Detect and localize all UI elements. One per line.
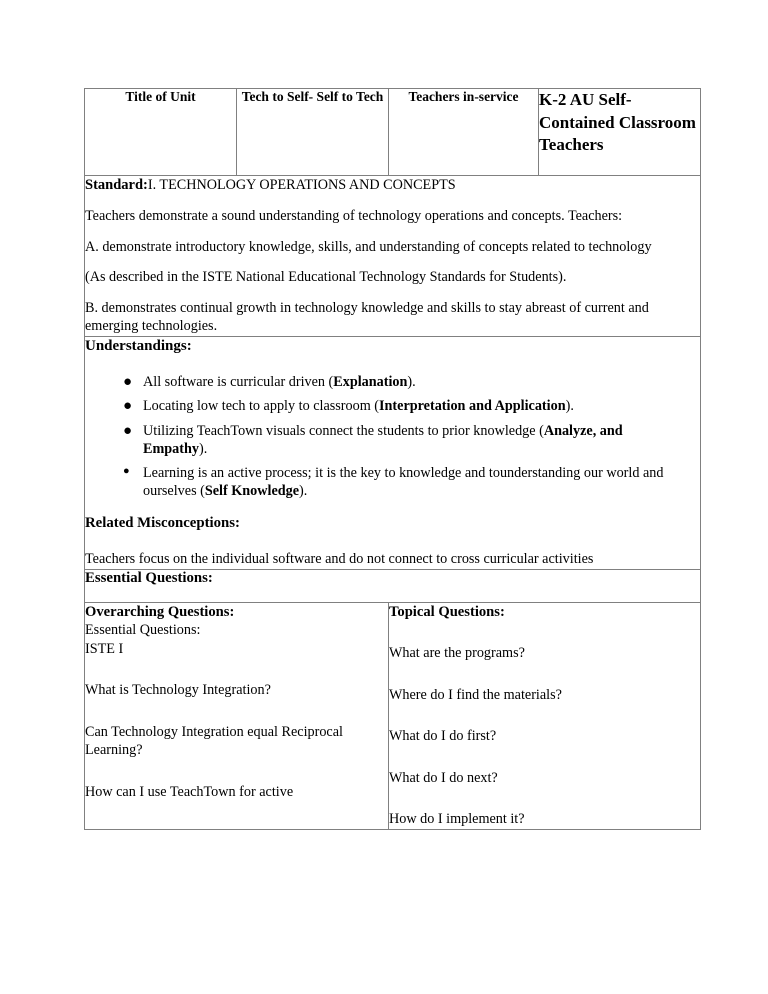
bullet-text-post: ).	[407, 374, 416, 391]
standard-heading-rest: I. TECHNOLOGY OPERATIONS AND CONCEPTS	[147, 177, 456, 193]
standard-heading-line	[85, 176, 700, 195]
header-cell-title-of-unit	[85, 89, 237, 176]
bullet-icon: ●	[123, 398, 133, 415]
topical-question-line: What do I do next?	[389, 769, 498, 786]
overarching-question-line: Can Technology Integration equal Reciprocal Learning?	[85, 723, 343, 759]
misconceptions-title: Related Misconceptions:	[85, 515, 240, 532]
bullet-text-bold: Interpretation and Application	[379, 398, 566, 415]
standard-label: Standard:	[85, 177, 148, 193]
header-label: Title of Unit	[125, 89, 196, 104]
standard-cell	[85, 176, 701, 337]
bullet-text-bold: Self Knowledge	[204, 483, 300, 500]
overarching-question-line: What is Technology Integration?	[85, 682, 271, 699]
bullet-text-bold: Explanation	[333, 374, 408, 391]
topical-question-line: What are the programs?	[389, 645, 525, 662]
misconceptions-text: Teachers focus on the individual software and do not connect to cross curricular activities	[85, 550, 594, 567]
topical-questions-title: Topical Questions:	[389, 603, 505, 620]
header-cell-unit-name	[237, 89, 389, 176]
essential-questions-row	[85, 569, 701, 602]
bullet-icon: ●	[123, 464, 130, 477]
essential-questions-title: Essential Questions:	[85, 569, 213, 586]
overarching-questions-cell	[85, 602, 389, 829]
overarching-question-line: Essential Questions:	[85, 622, 201, 639]
standard-paragraph: Teachers demonstrate a sound understanding of technology operations and concepts. Teachers:	[85, 207, 623, 224]
standard-paragraph: (As described in the ISTE National Educational Technology Standards for Students).	[85, 269, 567, 286]
bullet-text-pre: Learning is an active process; it is the key to knowledge and tounderstanding our world and ourselves (	[143, 464, 664, 500]
header-cell-audience-detail	[539, 89, 701, 176]
bullet-text-post: ).	[198, 440, 208, 457]
understandings-title: Understandings:	[85, 337, 192, 354]
overarching-question-line: How can I use TeachTown for active	[85, 783, 294, 800]
bullet-text-post: ).	[565, 398, 574, 415]
bullet-text-pre: All software is curricular driven (	[143, 374, 334, 391]
understandings-cell	[85, 336, 701, 569]
list-item	[123, 373, 700, 391]
topical-question-line: What do I do first?	[389, 728, 497, 745]
table-header-row	[85, 89, 701, 176]
overarching-questions-title: Overarching Questions:	[85, 603, 235, 620]
unit-plan-table	[84, 88, 701, 830]
standard-paragraph: A. demonstrate introductory knowledge, skills, and understanding of concepts related to technology	[85, 238, 652, 255]
understandings-list	[85, 373, 700, 500]
bullet-text-bold: Analyze, and Empathy	[143, 422, 623, 457]
header-cell-audience-type	[389, 89, 539, 176]
list-item	[123, 464, 700, 500]
topical-question-line: How do I implement it?	[389, 811, 525, 828]
bullet-icon: ●	[123, 374, 133, 391]
overarching-question-line: ISTE I	[85, 640, 124, 657]
bullet-text-pre: Locating low tech to apply to classroom (	[143, 398, 380, 415]
header-label: Teachers in-service	[408, 89, 519, 104]
question-columns-row	[85, 602, 701, 829]
bullet-text-post: ).	[299, 483, 308, 500]
bullet-icon: ●	[123, 422, 133, 439]
standard-paragraph: B. demonstrates continual growth in technology knowledge and skills to stay abreast of current and emerging technologies.	[85, 300, 649, 334]
list-item	[123, 397, 700, 415]
essential-questions-cell	[85, 569, 701, 602]
header-label: Tech to Self- Self to Tech	[241, 89, 384, 104]
topical-question-line: Where do I find the materials?	[389, 686, 562, 703]
list-item	[123, 422, 700, 458]
topical-questions-cell	[389, 602, 701, 829]
standard-row	[85, 176, 701, 337]
bullet-text-pre: Utilizing TeachTown visuals connect the students to prior knowledge (	[143, 422, 544, 439]
understandings-row	[85, 336, 701, 569]
header-label: K-2 AU Self-Contained Classroom Teachers	[539, 90, 696, 155]
